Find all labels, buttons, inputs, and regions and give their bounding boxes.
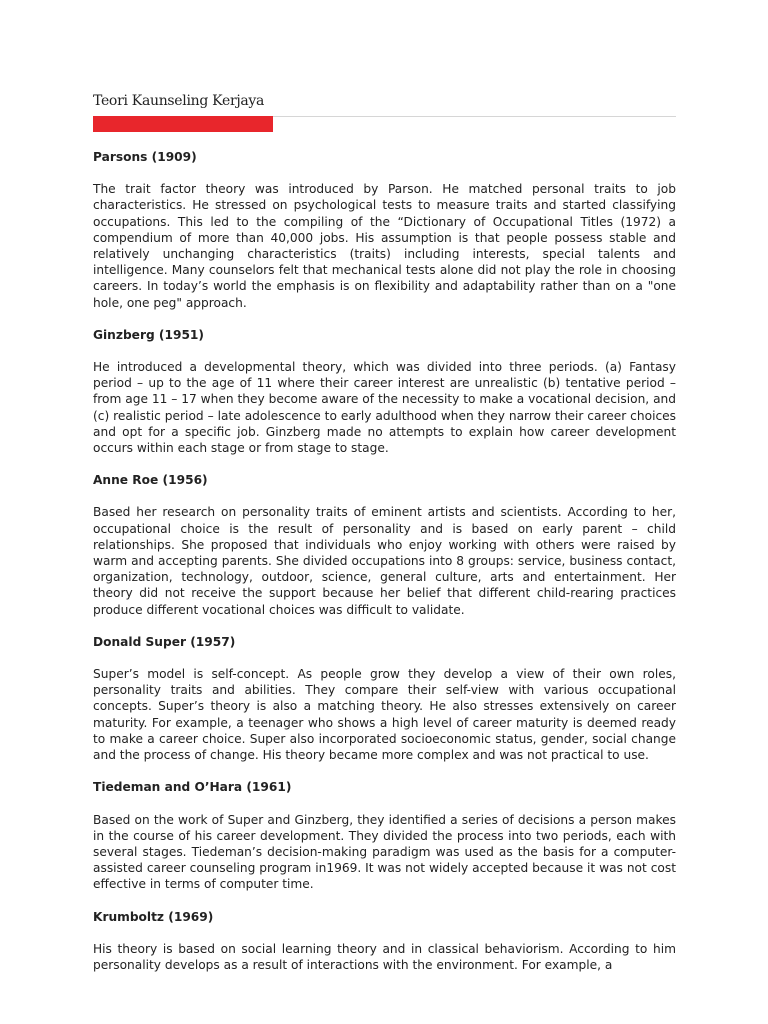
section-heading: Krumboltz (1969) [93, 909, 214, 924]
header-accent-bar [93, 116, 273, 132]
section-heading: Tiedeman and O’Hara (1961) [93, 780, 292, 795]
document-title: Teori Kaunseling Kerjaya [93, 93, 265, 109]
section-paragraph: The trait factor theory was introduced by Parson. He matched personal traits to job characteristics. He stressed on psychological tests to measure traits and started classifying occupations. This led to the compiling of the “Dictionary of Occupational Titles (1972) a compendium of more than 40,000 jobs. His assumption is that people possess stable and relatively unchanging characteristics (traits) including interests, special talents and intelligence. Many counselors felt that mechanical tests alone did not play the role in choosing careers. In today’s world the emphasis is on flexibility and adaptability rather than on a "one hole, one peg" approach. [93, 182, 676, 310]
section-donald-super [93, 634, 676, 763]
section-krumboltz [93, 909, 676, 974]
section-ginzberg [93, 327, 676, 456]
section-heading: Ginzberg (1951) [93, 327, 204, 342]
section-heading: Donald Super (1957) [93, 634, 236, 649]
section-paragraph: He introduced a developmental theory, which was divided into three periods. (a) Fantasy period – up to the age of 11 where their career interest are unrealistic (b) tentative period – from age 11 – 17 when they become aware of the necessity to make a vocational decision, and (c) realistic period – late adolescence to early adulthood when they narrow their career choices and opt for a specific job. Ginzberg made no attempts to explain how career development occurs within each stage or from stage to stage. [93, 360, 676, 456]
section-paragraph: His theory is based on social learning theory and in classical behaviorism. According to him personality develops as a result of interactions with the environment. For example, a [93, 941, 676, 972]
section-paragraph: Based her research on personality traits of eminent artists and scientists. According to her, occupational choice is the result of personality and is based on early parent – child relationships. She proposed that individuals who enjoy working with others were raised by warm and accepting parents. She divided occupations into 8 groups: service, business contact, organization, technology, outdoor, science, general culture, arts and entertainment. Her theory did not receive the support because her belief that different child-rearing practices produce different vocational choices was difficult to validate. [93, 505, 676, 617]
section-anne-roe [93, 472, 676, 618]
section-heading: Parsons (1909) [93, 150, 197, 164]
document-body [93, 149, 676, 989]
section-heading: Anne Roe (1956) [93, 473, 208, 488]
section-parsons [93, 149, 676, 311]
section-tiedeman-ohara [93, 779, 676, 892]
section-paragraph: Super’s model is self-concept. As people grow they develop a view of their own roles, personality traits and abilities. They compare their self-view with various occupational concepts. Super’s theory is also a matching theory. He also stresses extensively on career maturity. For example, a teenager who shows a high level of career maturity is deemed ready to make a career choice. Super also incorporated socioeconomic status, gender, social change and the process of change. His theory became more complex and was not practical to use. [93, 667, 676, 763]
section-paragraph: Based on the work of Super and Ginzberg, they identified a series of decisions a person makes in the course of his career development. They divided the process into two periods, each with several stages. Tiedeman’s decision-making paradigm was used as the basis for a computer-assisted career counseling program in1969. It was not widely accepted because it was not cost effective in terms of computer time. [93, 812, 676, 892]
